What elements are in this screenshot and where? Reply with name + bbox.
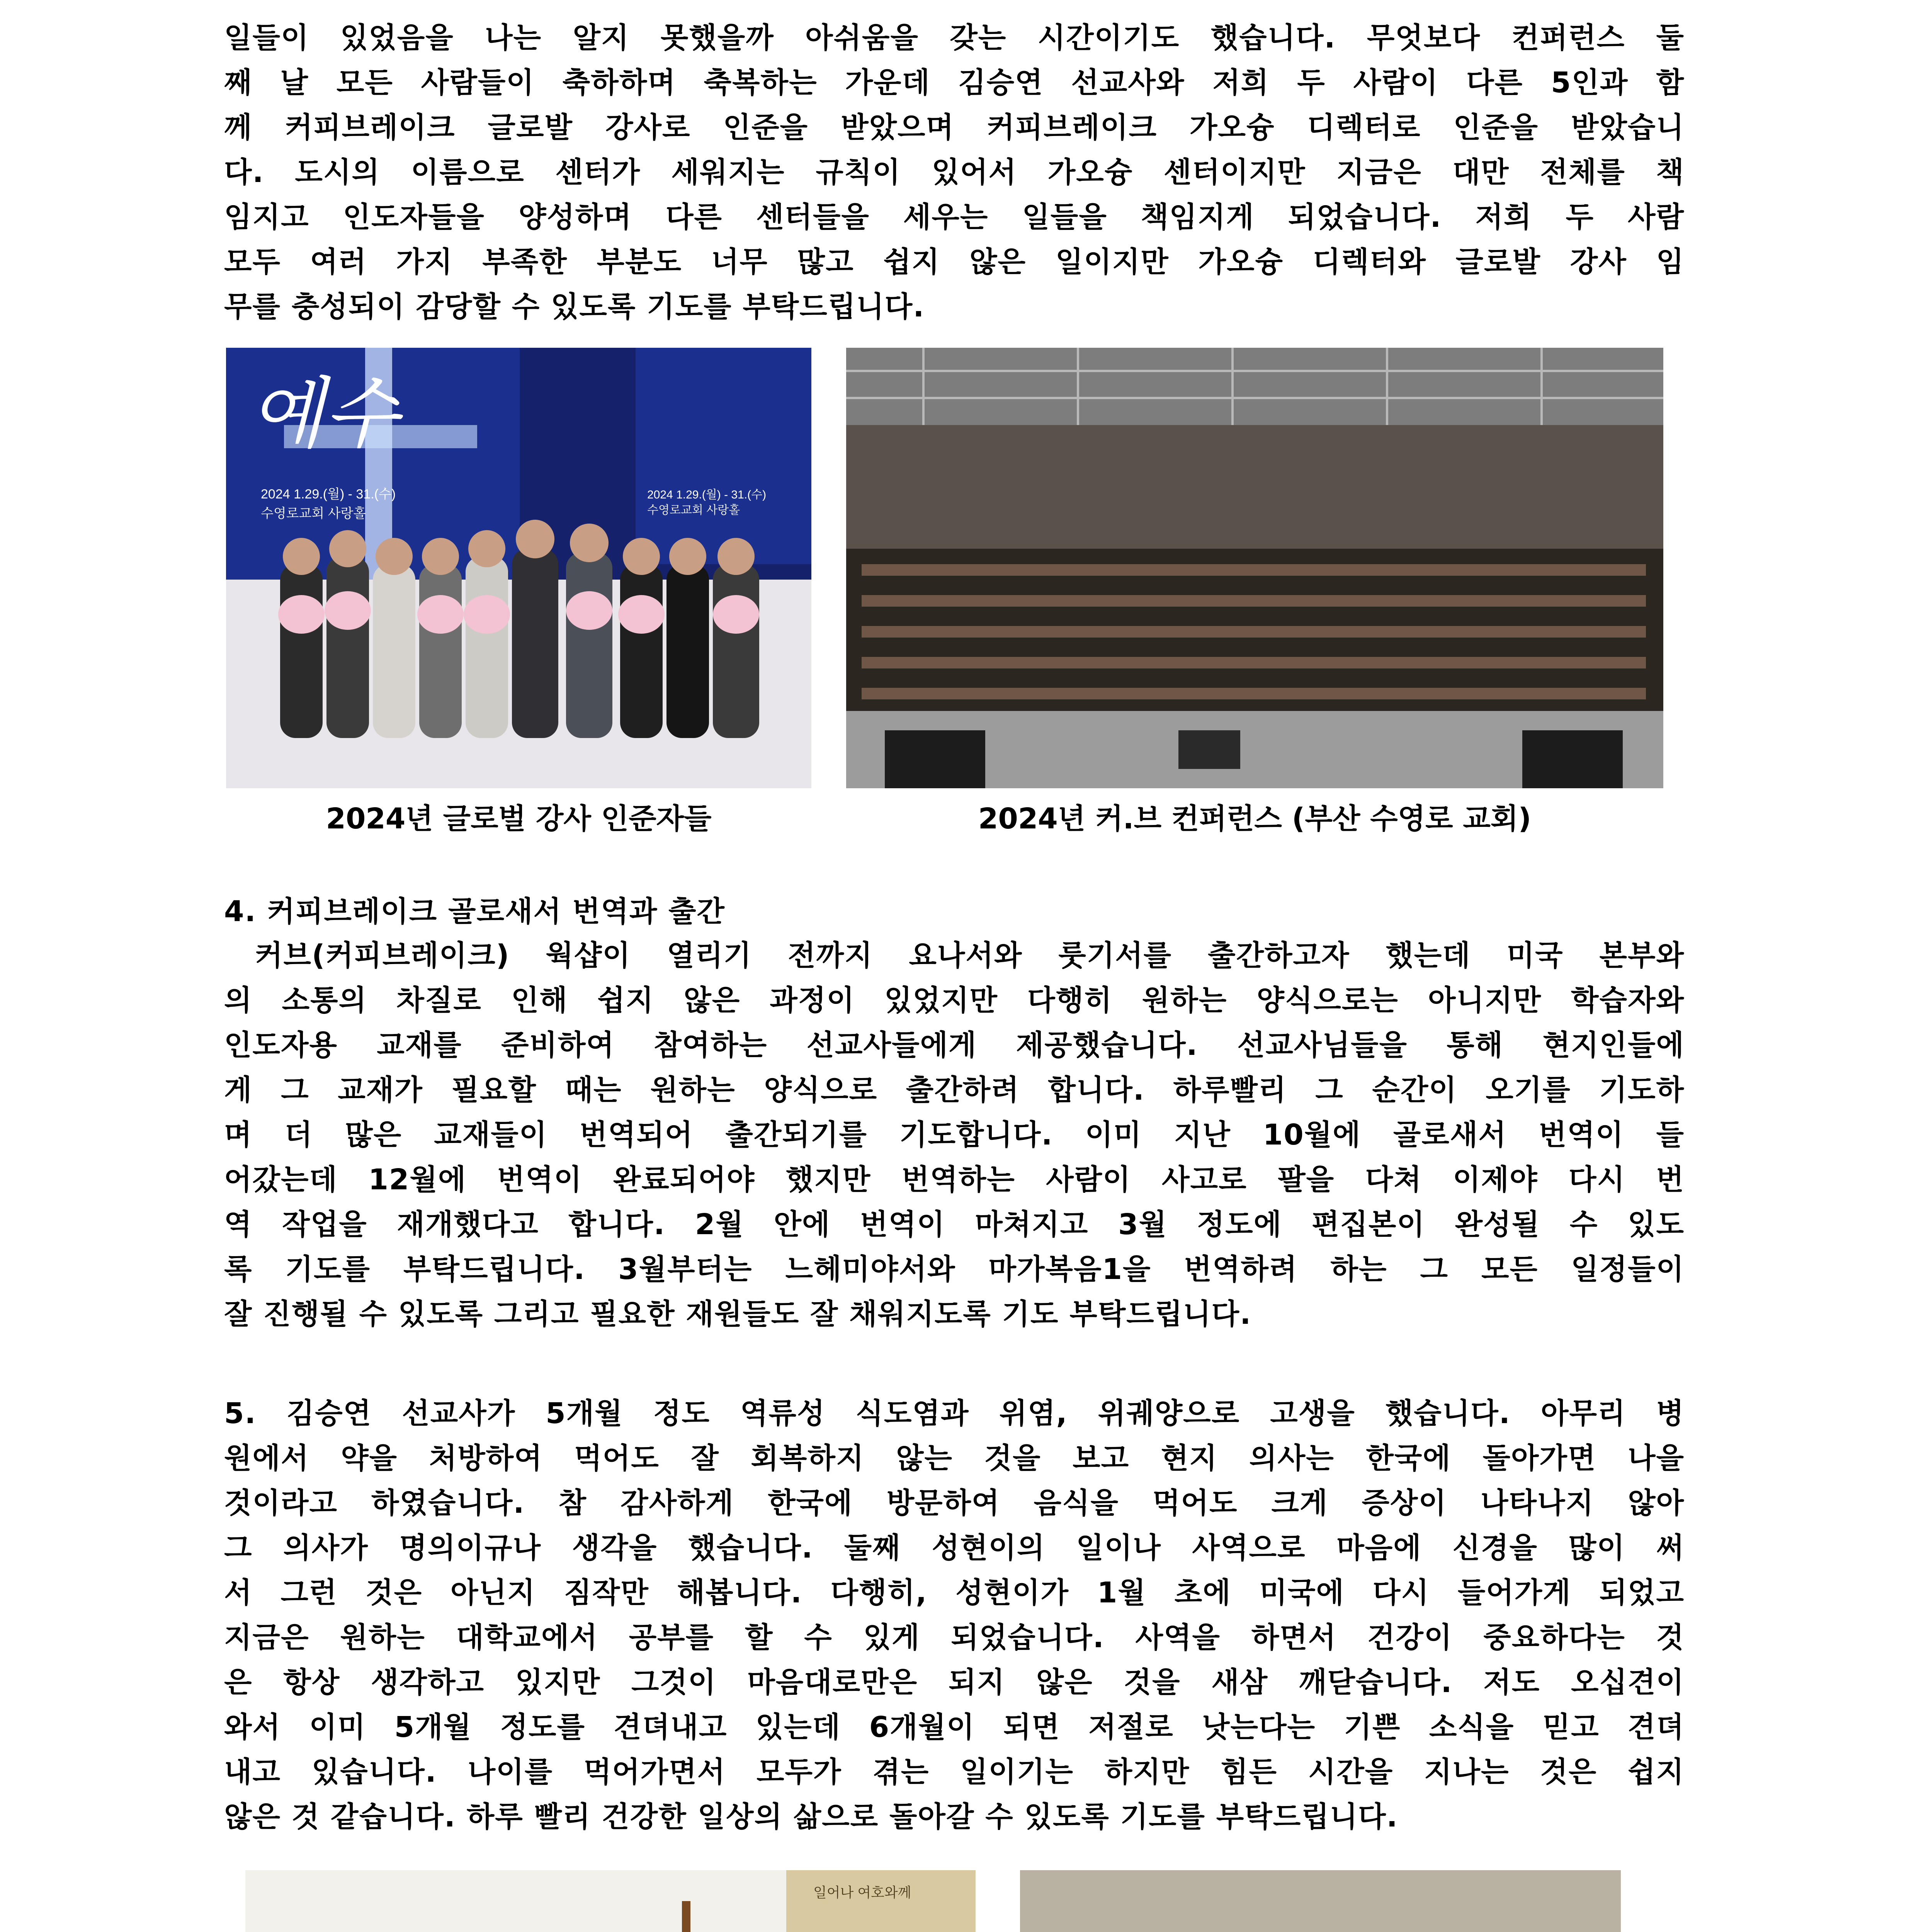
text-line: 며 더 많은 교재들이 번역되어 출간되기를 기도합니다. 이미 지난 10월에 골로새서 번역이 들 xyxy=(224,1118,1685,1151)
text-line: 다. 도시의 이름으로 센터가 세워지는 규칙이 있어서 가오슝 센터이지만 지금은 대만 전체를 책 xyxy=(224,156,1685,189)
text-line: 은 항상 생각하고 있지만 그것이 마음대로만은 되지 않은 것을 새삼 깨닫습니다. 저도 오십견이 xyxy=(224,1666,1685,1699)
photo-rukai-meeting xyxy=(1020,1870,1621,1932)
photo-conference-auditorium xyxy=(846,348,1663,788)
text-line: 것이라고 하였습니다. 참 감사하게 한국에 방문하여 음식을 먹어도 크게 증상이 나타나지 않아 xyxy=(224,1486,1685,1520)
text-line: 커브(커피브레이크) 웍샵이 열리기 전까지 요나서와 룻기서를 출간하고자 했는데 미국 본부와 xyxy=(255,939,1685,972)
text-line: 내고 있습니다. 나이를 먹어가면서 모두가 겪는 일이기는 하지만 힘든 시간을 지나는 것은 쉽지 xyxy=(224,1755,1685,1789)
text-line: 어갔는데 12월에 번역이 완료되어야 했지만 번역하는 사람이 사고로 팔을 다쳐 이제야 다시 번 xyxy=(224,1163,1685,1196)
text-line: 께 커피브레이크 글로발 강사로 인준을 받았으며 커피브레이크 가오슝 디렉터로 인준을 받았습니 xyxy=(224,111,1685,144)
photo-choir-concert xyxy=(245,1870,976,1932)
text-line: 째 날 모든 사람들이 축하하며 축복하는 가운데 김승연 선교사와 저희 두 사람이 다른 5인과 함 xyxy=(224,66,1685,99)
svg-text:2024 1.29.(월) - 31.(수): 2024 1.29.(월) - 31.(수) xyxy=(647,488,767,501)
screen-text: 일어나 여호와께 xyxy=(813,1884,911,1900)
text-line: 역 작업을 재개했다고 합니다. 2월 안에 번역이 마쳐지고 3월 정도에 편집본이 완성될 수 있도 xyxy=(224,1208,1685,1241)
caption-global-instructors: 2024년 글로벌 강사 인준자들 xyxy=(326,802,712,835)
text-line: 지금은 원하는 대학교에서 공부를 할 수 있게 되었습니다. 사역을 하면서 건강이 중요하다는 것 xyxy=(224,1621,1685,1654)
banner-venue: 수영로교회 사랑홀 xyxy=(261,506,366,521)
section4-paragraph xyxy=(224,933,1685,1337)
text-line: 않은 것 같습니다. 하루 빨리 건강한 일상의 삶으로 돌아갈 수 있도록 기도를 부탁드립니다. xyxy=(224,1800,1398,1833)
caption-conference: 2024년 커.브 컨퍼런스 (부산 수영로 교회) xyxy=(978,802,1532,835)
text-line: 게 그 교재가 필요할 때는 원하는 양식으로 출간하려 합니다. 하루빨리 그 순간이 오기를 기도하 xyxy=(224,1073,1685,1107)
text-line: 모두 여러 가지 부족한 부분도 너무 많고 쉽지 않은 일이지만 가오슝 디렉터와 글로발 강사 임 xyxy=(224,245,1685,279)
intro-paragraph xyxy=(224,15,1685,329)
text-line: 와서 이미 5개월 정도를 견뎌내고 있는데 6개월이 되면 저절로 낫는다는 기쁜 소식을 믿고 견뎌 xyxy=(224,1711,1685,1744)
banner-date: 2024 1.29.(월) - 31.(수) xyxy=(261,487,396,502)
text-line: 원에서 약을 처방하여 먹어도 잘 회복하지 않는 것을 보고 현지 의사는 한국에 돌아가면 나을 xyxy=(224,1442,1685,1475)
banner-title: 예수 xyxy=(249,369,399,459)
section5-paragraph xyxy=(224,1391,1685,1839)
photo-global-instructors xyxy=(226,348,811,788)
text-line: 일들이 있었음을 나는 알지 못했을까 아쉬움을 갖는 시간이기도 했습니다. 무엇보다 컨퍼런스 둘 xyxy=(224,21,1685,54)
text-line: 인도자용 교재를 준비하여 참여하는 선교사들에게 제공했습니다. 선교사님들을 통해 현지인들에 xyxy=(224,1029,1685,1062)
svg-text:수영로교회 사랑홀: 수영로교회 사랑홀 xyxy=(647,504,740,517)
section4-heading: 4. 커피브레이크 골로새서 번역과 출간 xyxy=(224,895,725,928)
text-line: 그 의사가 명의이규나 생각을 했습니다. 둘째 성현이의 일이나 사역으로 마음에 신경을 많이 써 xyxy=(224,1531,1685,1565)
text-line: 5. 김승연 선교사가 5개월 정도 역류성 식도염과 위염, 위궤양으로 고생을 했습니다. 아무리 병 xyxy=(224,1397,1685,1430)
text-line: 잘 진행될 수 있도록 그리고 필요한 재원들도 잘 채워지도록 기도 부탁드립니다. xyxy=(224,1298,1252,1331)
text-line: 서 그런 것은 아닌지 짐작만 해봅니다. 다행히, 성현이가 1월 초에 미국에 다시 들어가게 되었고 xyxy=(224,1576,1685,1609)
text-line: 임지고 인도자들을 양성하며 다른 센터들을 세우는 일들을 책임지게 되었습니다. 저희 두 사람 xyxy=(224,201,1685,234)
text-line: 의 소통의 차질로 인해 쉽지 않은 과정이 있었지만 다행히 원하는 양식으로는 아니지만 학습자와 xyxy=(224,984,1685,1017)
text-line: 록 기도를 부탁드립니다. 3월부터는 느헤미야서와 마가복음1을 번역하려 하는 그 모든 일정들이 xyxy=(224,1253,1685,1286)
text-line: 무를 충성되이 감당할 수 있도록 기도를 부탁드립니다. xyxy=(224,290,925,323)
